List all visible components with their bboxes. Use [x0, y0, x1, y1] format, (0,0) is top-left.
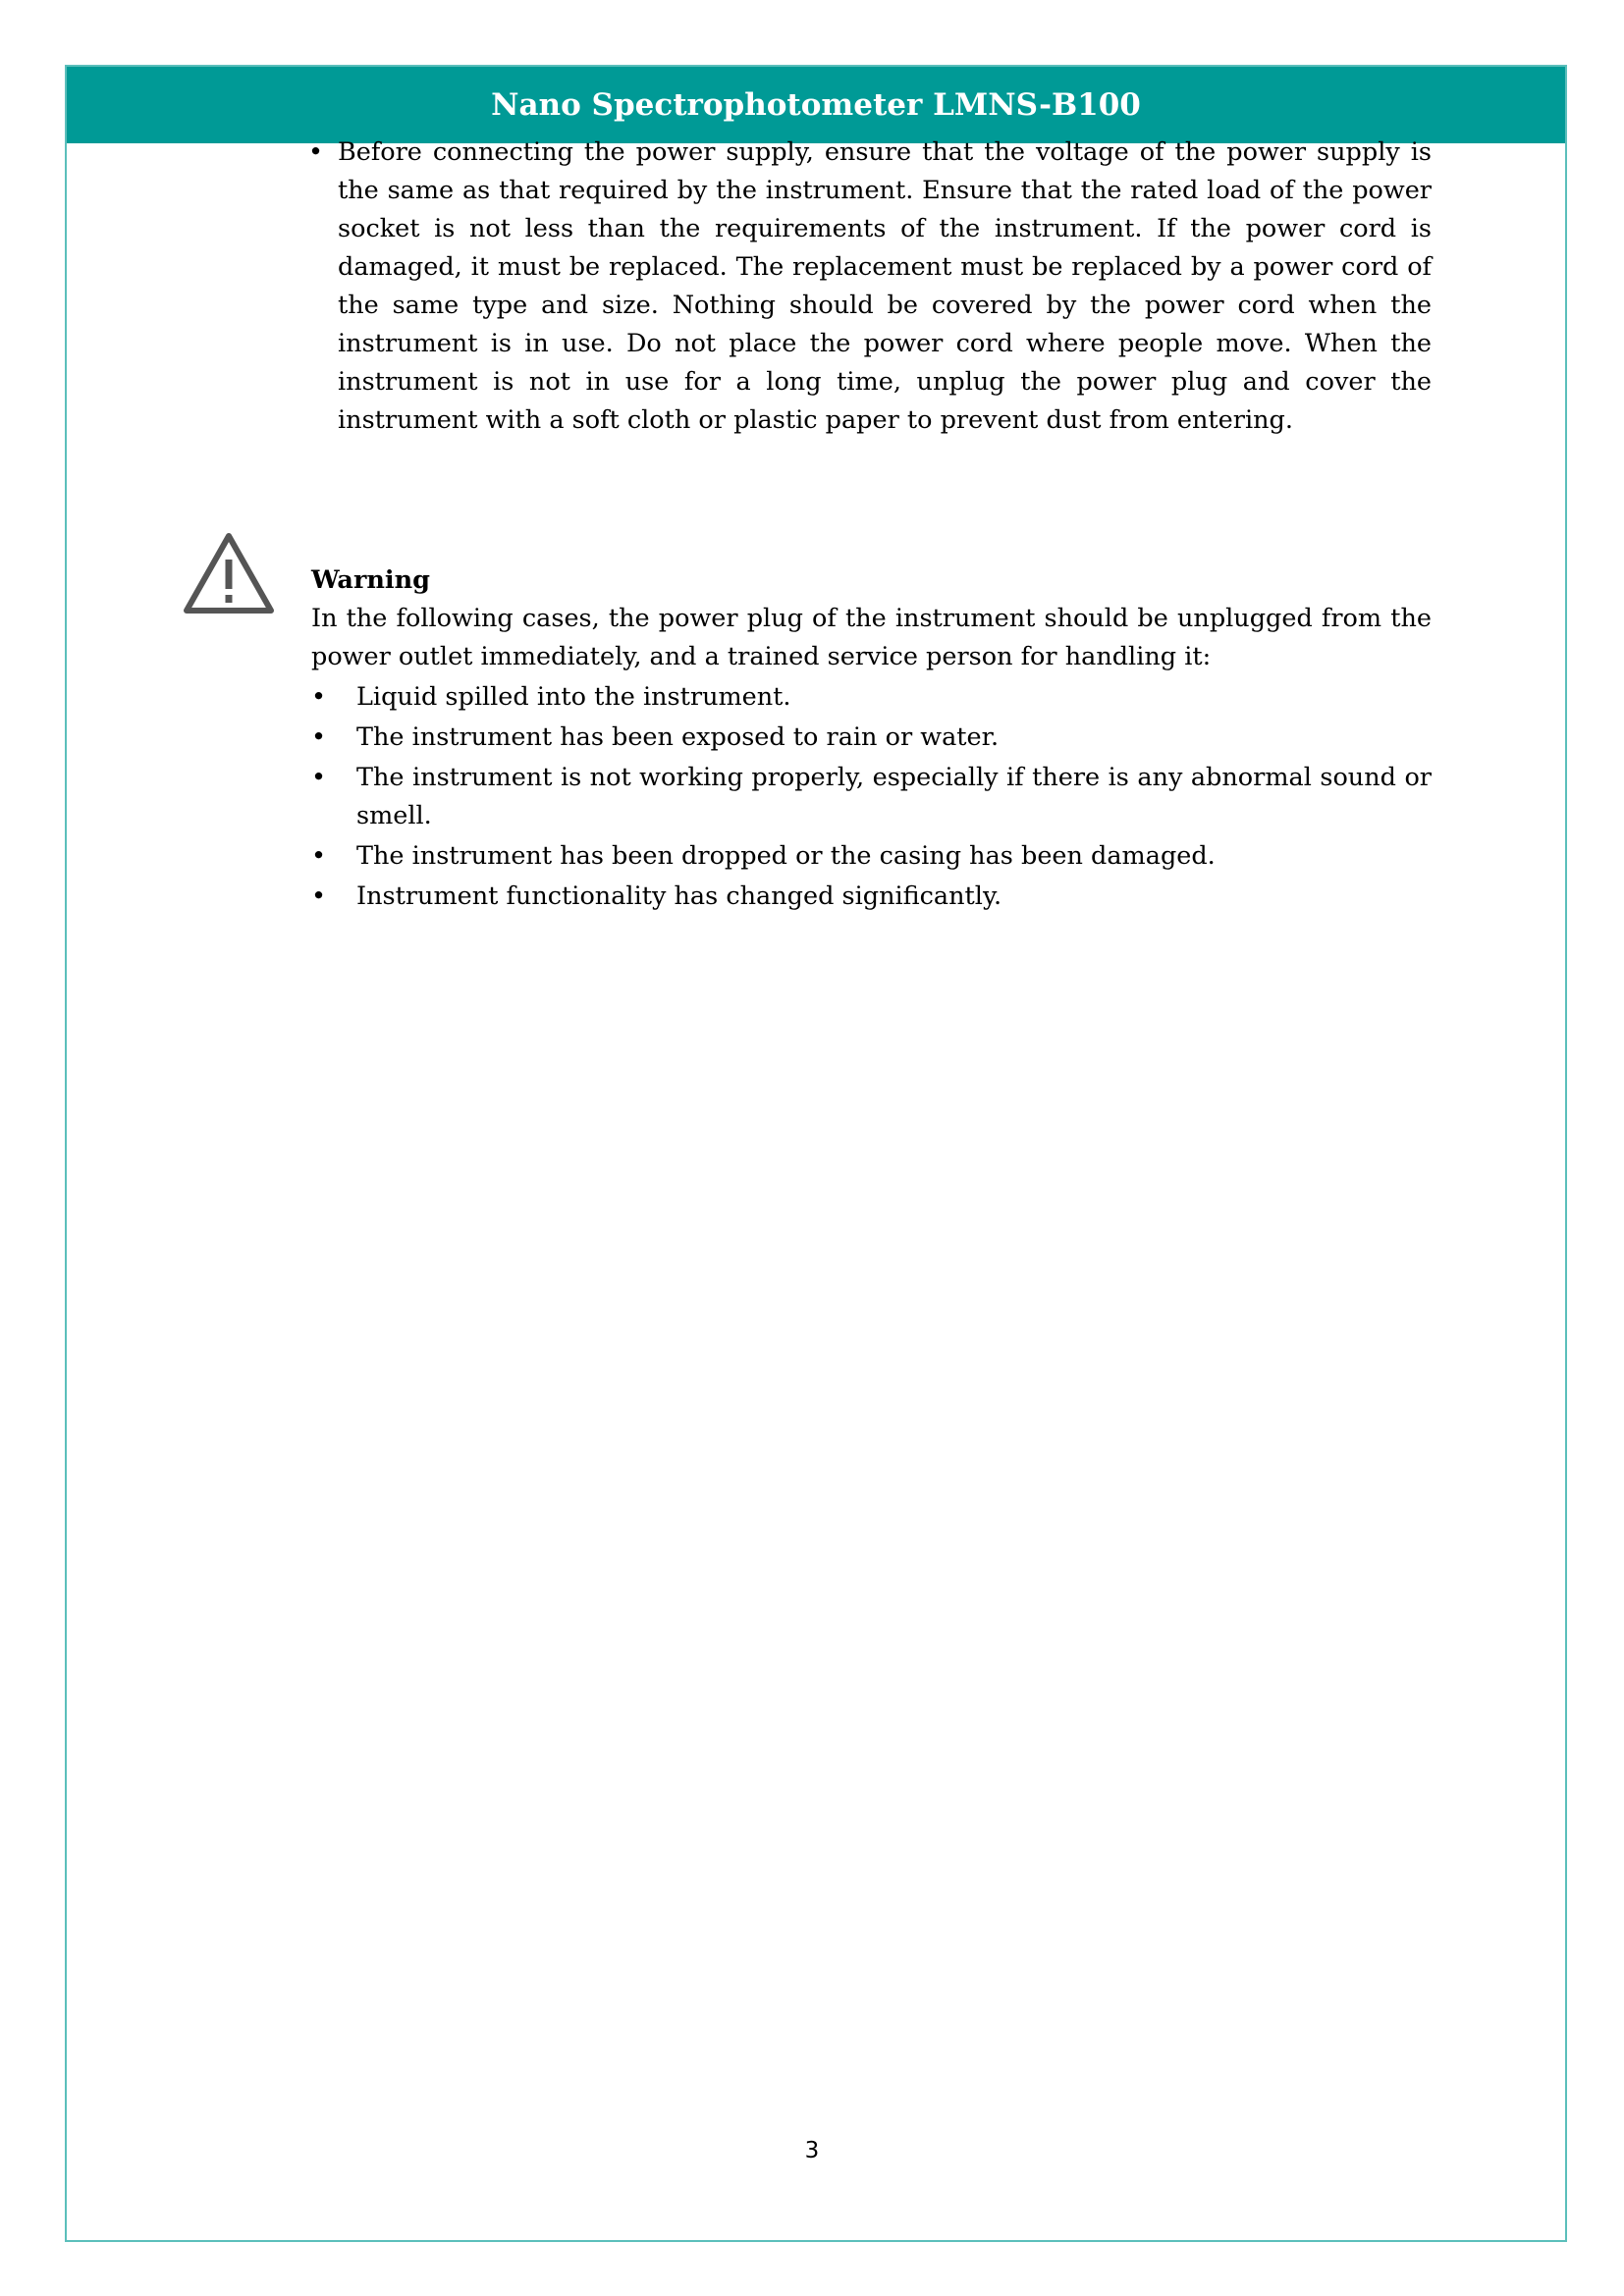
list-item-text: Instrument functionality has changed significantly.: [356, 881, 1002, 911]
warning-triangle-icon: [181, 530, 277, 616]
list-item-text: The instrument has been dropped or the casing has been damaged.: [356, 841, 1216, 871]
warning-list: [311, 678, 1432, 916]
list-item-text: The instrument is not working properly, especially if there is any abnormal sound or smell.: [356, 763, 1432, 830]
list-item: [311, 837, 1432, 876]
list-item: [311, 678, 1432, 717]
warning-title: Warning: [311, 565, 430, 595]
list-item: [311, 878, 1432, 916]
bullet-symbol: •: [311, 881, 327, 911]
bullet-symbol: •: [308, 137, 324, 167]
warning-section: [311, 561, 1432, 916]
bullet-symbol: •: [311, 841, 327, 871]
page-header: [67, 67, 1565, 143]
header-title: Nano Spectrophotometer LMNS-B100: [491, 87, 1141, 123]
list-item: [311, 719, 1432, 757]
warning-intro: In the following cases, the power plug of the instrument should be unplugged from the power outlet immediately, and a trained service person for handling it:: [311, 604, 1432, 671]
bullet-symbol: •: [311, 682, 327, 712]
bullet-symbol: •: [311, 763, 327, 792]
power-supply-text: Before connecting the power supply, ensure that the voltage of the power supply is the same as that required by the instrument. Ensure that the rated load of the power socket is not less than the requirements of the instrument. If the power cord is damaged, it must be replaced. The replacement must be replaced by a power cord of the same type and size. Nothing should be covered by the power cord when the instrument is in use. Do not place the power cord where people move. When the instrument is not in use for a long time, unplug the power plug and cover the instrument with a soft cloth or plastic paper to prevent dust from entering.: [338, 137, 1432, 435]
list-item: [311, 759, 1432, 835]
bullet-symbol: •: [311, 722, 327, 752]
page-number: 3: [804, 2138, 820, 2163]
list-item-text: The instrument has been exposed to rain or water.: [356, 722, 1000, 752]
list-item-text: Liquid spilled into the instrument.: [356, 682, 791, 712]
power-supply-bullet: [308, 133, 1432, 440]
